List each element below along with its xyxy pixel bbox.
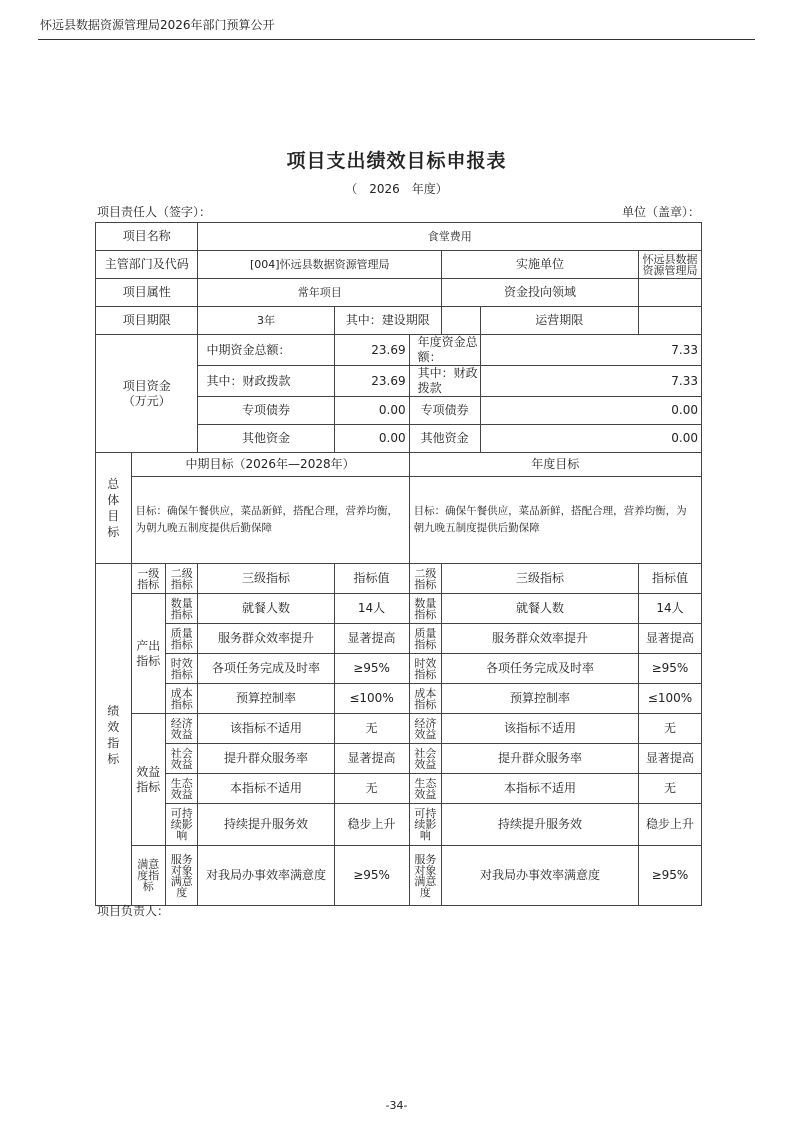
mid-goal-text: 目标：确保午餐供应，菜品新鲜，搭配合理，营养均衡，为朝九晚五制度提供后勤保障: [131, 477, 409, 564]
table-row: [96, 335, 702, 366]
level2-cell: 社会效益: [409, 744, 441, 774]
value-cell: 显著提高: [638, 744, 701, 774]
year-total-label: 年度资金总额：: [409, 335, 480, 366]
level2-header-mid: 二级指标: [166, 564, 198, 594]
value-cell: ≤100%: [334, 684, 409, 714]
mid-fiscal-label: 其中：财政拨款: [198, 366, 334, 397]
level3-header-mid: 三级指标: [198, 564, 334, 594]
level3-cell: 提升群众服务率: [442, 744, 639, 774]
level2-cell: 可持续影响: [409, 804, 441, 846]
project-name-value: 食堂费用: [198, 223, 702, 251]
level3-cell: 该指标不适用: [442, 714, 639, 744]
level2-cell: 质量指标: [409, 624, 441, 654]
level2-cell: 成本指标: [409, 684, 441, 714]
level2-cell: 成本指标: [166, 684, 198, 714]
invest-value: [638, 279, 701, 307]
build-period-label: 其中：建设期限: [334, 307, 442, 335]
table-row: [96, 477, 702, 564]
funds-label-line2: （万元）: [122, 393, 171, 408]
table-row: [96, 251, 702, 279]
project-name-label: 项目名称: [96, 223, 198, 251]
header-divider: [38, 39, 755, 40]
table-row: [96, 684, 702, 714]
funds-label: [96, 335, 198, 453]
satisfaction-label: 满意度指标: [131, 846, 166, 906]
year-other-label: 其他资金: [409, 425, 480, 453]
value-header-year: 指标值: [638, 564, 701, 594]
level3-cell: 各项任务完成及时率: [198, 654, 334, 684]
level3-cell: 就餐人数: [198, 594, 334, 624]
value-cell: ≥95%: [638, 654, 701, 684]
level2-cell: 生态效益: [409, 774, 441, 804]
level2-cell: 服务对象满意度: [166, 846, 198, 906]
value-cell: 显著提高: [638, 624, 701, 654]
level2-cell: 服务对象满意度: [409, 846, 441, 906]
oper-period-value: [638, 307, 701, 335]
level3-cell: 服务群众效率提升: [198, 624, 334, 654]
year-line: （ 2026 年度）: [345, 182, 448, 196]
output-label: 产出指标: [131, 594, 166, 714]
attr-value: 常年项目: [198, 279, 442, 307]
level3-cell: 预算控制率: [198, 684, 334, 714]
value-cell: 稳步上升: [334, 804, 409, 846]
value-cell: 14人: [334, 594, 409, 624]
table-row: [96, 307, 702, 335]
year-other-value: 0.00: [480, 425, 701, 453]
goals-label: 总体目标: [96, 453, 132, 564]
level2-cell: 经济效益: [409, 714, 441, 744]
performance-table: [95, 222, 702, 906]
level3-cell: 提升群众服务率: [198, 744, 334, 774]
table-row: [96, 744, 702, 774]
responsible-label: 项目责任人（签字）：: [97, 205, 212, 219]
oper-period-label: 运营期限: [480, 307, 638, 335]
level2-cell: 生态效益: [166, 774, 198, 804]
level2-cell: 时效指标: [166, 654, 198, 684]
mid-goal-header: 中期目标（2026年—2028年）: [131, 453, 409, 477]
year-goal-text: 目标：确保午餐供应，菜品新鲜，搭配合理，营养均衡，为朝九晚五制度提供后勤保障: [409, 477, 701, 564]
value-cell: ≥95%: [334, 654, 409, 684]
level2-cell: 社会效益: [166, 744, 198, 774]
table-row: [96, 279, 702, 307]
level2-cell: 数量指标: [409, 594, 441, 624]
level2-cell: 数量指标: [166, 594, 198, 624]
impl-unit-label: 实施单位: [442, 251, 639, 279]
value-cell: ≤100%: [638, 684, 701, 714]
level3-cell: 预算控制率: [442, 684, 639, 714]
value-cell: 无: [334, 714, 409, 744]
level3-cell: 本指标不适用: [442, 774, 639, 804]
year-special-label: 专项债券: [409, 397, 480, 425]
funds-label-line1: 项目资金: [122, 378, 171, 393]
value-cell: ≥95%: [638, 846, 701, 906]
level2-cell: 经济效益: [166, 714, 198, 744]
table-row: [96, 453, 702, 477]
mid-other-label: 其他资金: [198, 425, 334, 453]
table-row: [96, 654, 702, 684]
level1-header: 一级指标: [131, 564, 166, 594]
benefit-label: 效益指标: [131, 714, 166, 846]
level3-cell: 该指标不适用: [198, 714, 334, 744]
year-total-value: 7.33: [480, 335, 701, 366]
value-cell: 14人: [638, 594, 701, 624]
mid-special-value: 0.00: [334, 397, 409, 425]
period-label: 项目期限: [96, 307, 198, 335]
level2-header-year: 二级指标: [409, 564, 441, 594]
mid-total-value: 23.69: [334, 335, 409, 366]
year-fiscal-value: 7.33: [480, 366, 701, 397]
dept-value: [004]怀远县数据资源管理局: [198, 251, 442, 279]
level3-cell: 就餐人数: [442, 594, 639, 624]
value-cell: 显著提高: [334, 744, 409, 774]
mid-special-label: 专项债券: [198, 397, 334, 425]
level2-cell: 可持续影响: [166, 804, 198, 846]
value-cell: 显著提高: [334, 624, 409, 654]
project-lead-label: 项目负责人：: [97, 904, 170, 918]
value-cell: 无: [334, 774, 409, 804]
indicators-label: 绩效指标: [96, 564, 132, 906]
level3-cell: 对我局办事效率满意度: [198, 846, 334, 906]
level3-cell: 对我局办事效率满意度: [442, 846, 639, 906]
table-row: [96, 846, 702, 906]
unit-label: 单位（盖章）：: [621, 205, 700, 219]
mid-total-label: 中期资金总额：: [198, 335, 334, 366]
table-row: [96, 714, 702, 744]
year-fiscal-label: 其中：财政拨款: [409, 366, 480, 397]
page-number: -34-: [385, 1099, 408, 1112]
table-row: [96, 594, 702, 624]
mid-fiscal-value: 23.69: [334, 366, 409, 397]
document-header: 怀远县数据资源管理局2026年部门预算公开: [40, 18, 275, 32]
dept-label: 主管部门及代码: [96, 251, 198, 279]
level3-cell: 持续提升服务效: [442, 804, 639, 846]
table-row: [96, 624, 702, 654]
table-row: [96, 774, 702, 804]
value-cell: ≥95%: [334, 846, 409, 906]
period-value: 3年: [198, 307, 334, 335]
value-cell: 无: [638, 714, 701, 744]
table-row: [96, 804, 702, 846]
value-cell: 无: [638, 774, 701, 804]
year-special-value: 0.00: [480, 397, 701, 425]
level3-cell: 各项任务完成及时率: [442, 654, 639, 684]
build-period-value: [442, 307, 481, 335]
level2-cell: 质量指标: [166, 624, 198, 654]
page-title: 项目支出绩效目标申报表: [286, 150, 507, 172]
attr-label: 项目属性: [96, 279, 198, 307]
invest-label: 资金投向领域: [442, 279, 639, 307]
level3-cell: 持续提升服务效: [198, 804, 334, 846]
mid-other-value: 0.00: [334, 425, 409, 453]
level3-header-year: 三级指标: [442, 564, 639, 594]
level3-cell: 本指标不适用: [198, 774, 334, 804]
impl-unit-value: 怀远县数据资源管理局: [638, 251, 701, 279]
value-cell: 稳步上升: [638, 804, 701, 846]
level3-cell: 服务群众效率提升: [442, 624, 639, 654]
year-goal-header: 年度目标: [409, 453, 701, 477]
level2-cell: 时效指标: [409, 654, 441, 684]
value-header-mid: 指标值: [334, 564, 409, 594]
table-row: [96, 223, 702, 251]
table-row: [96, 564, 702, 594]
